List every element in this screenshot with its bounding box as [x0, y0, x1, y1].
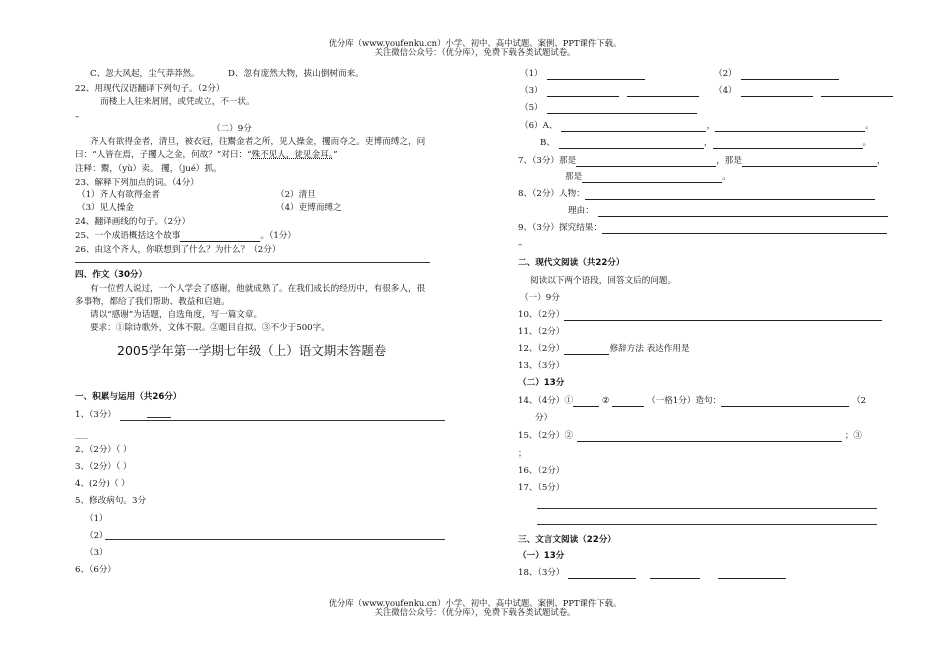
question-22: 22、用现代汉语翻译下列句子。（2分） — [75, 84, 225, 94]
answer-4: 4、(2分)（ ） — [75, 479, 130, 489]
answer-5-1: （1） — [85, 514, 108, 524]
dash-mark-3: – — [518, 240, 523, 250]
subsection-2: （二）13分 — [518, 378, 565, 388]
answer-5-2: （2） — [85, 531, 108, 541]
question-23-item-1: （1）齐人有欲得金者 — [77, 190, 160, 200]
question-17-line-1[interactable] — [537, 508, 877, 509]
question-15-cont: ； — [518, 449, 527, 459]
essay-prompt-2: 多事物，都给了我们帮助、教益和启迪。 — [75, 297, 230, 307]
answer-6: 6、（6分） — [75, 565, 117, 575]
option-d: D、忽有庞然大物，拔山倒树而来。 — [228, 69, 364, 79]
question-8-reason: 理由： — [568, 206, 888, 217]
answer-line[interactable] — [75, 262, 430, 263]
subsection-1: （一）9分 — [520, 293, 560, 303]
question-8: 8、（2分）人物： — [518, 189, 875, 200]
passage-line-2: 曰：“人皆在焉，子攫人之金，何故？”对曰：“殊不见人，徒见金耳。” — [75, 150, 338, 160]
question-14-cont: 分） — [535, 413, 553, 423]
answer-blank[interactable] — [180, 232, 260, 242]
right-item-1: （1） — [520, 69, 645, 80]
question-23-item-2: （2）清旦 — [276, 190, 316, 200]
section-4-heading: 四、作文（30分） — [75, 270, 148, 280]
question-10: 10、（2分） — [518, 310, 882, 321]
right-item-4: （4） — [714, 86, 893, 97]
question-17: 17、（5分） — [518, 483, 565, 493]
question-7-line-2: 那是 。 — [565, 172, 731, 182]
question-23-item-3: （3）见人操金 — [77, 203, 135, 213]
question-11: 11、（2分） — [518, 327, 565, 337]
subsection-3-1: （一）13分 — [518, 551, 565, 561]
answer-2: 2、（2分）（ ） — [75, 445, 132, 455]
right-item-6a: （6）A、 ， 。 — [520, 121, 874, 131]
section-2-modern-heading: 二、现代文阅读（共22分） — [518, 258, 625, 268]
answer-1-short — [147, 417, 171, 418]
question-12: 12、（2分） 修辞方法 表达作用是 — [518, 344, 690, 354]
section-1-heading: 一、积累与运用（共26分） — [75, 392, 182, 402]
essay-prompt-1: 有一位哲人说过，一个人学会了感谢，他就成熟了。在我们成长的经历中，有很多人，很 — [90, 284, 426, 294]
option-c: C、忽大风起，尘气莽莽然。 — [90, 69, 200, 79]
essay-prompt-3: 请以“感谢”为话题，自选角度，写一篇文章。 — [90, 310, 263, 320]
question-14: 14、（4分）① ② （一格1分）造句： （2 — [518, 396, 867, 406]
header-line-2: 关注微信公众号：（优分库），免费下载各类试题试卷。 — [374, 47, 576, 57]
question-13: 13、（3分） — [518, 361, 565, 371]
footer-line-1: 优分库（www.youfenku.cn）小学、初中、高中试题、案例、PPT课件下载。 — [328, 598, 622, 608]
essay-requirements: 要求：①除诗歌外，文体不限。②题目自拟。③不少于500字。 — [90, 323, 330, 333]
question-22-sentence: 而楼上人往来屑屑，或凭或立，不一状。 — [100, 97, 255, 107]
answer-5-2-line[interactable] — [105, 539, 445, 540]
header-line-1: 优分库（www.youfenku.cn）小学、初中、高中试题、案例、PPT课件下载。 — [328, 38, 622, 48]
answer-1-line[interactable] — [120, 420, 445, 421]
question-9: 9、（3分）探究结果： — [518, 223, 887, 234]
section-2-heading: （二）9分 — [212, 124, 252, 134]
dash-mark: – — [75, 112, 80, 122]
question-23-item-4: （4）吏博而缚之 — [276, 203, 342, 213]
answer-5-3: （3） — [85, 548, 108, 558]
section-3-heading: 三、文言文阅读（22分） — [518, 535, 616, 545]
section-2-directions: 阅读以下两个语段，回答文后的问题。 — [530, 276, 677, 286]
right-item-6b: B、 ， 。 — [540, 138, 872, 148]
right-item-5: （5） — [520, 103, 697, 114]
question-26: 26、由这个齐人，你联想到了什么？为什么？（2分） — [75, 245, 281, 255]
question-17-line-2[interactable] — [537, 524, 877, 525]
question-18: 18、（3分） — [518, 568, 786, 579]
question-7: 7、（3分）那是 ，那是 ， — [518, 156, 886, 166]
right-item-3: （3） — [520, 86, 699, 97]
question-16: 16、（2分） — [518, 466, 565, 476]
question-23: 23、解释下列加点的词。（4分） — [75, 178, 199, 188]
question-15: 15、（2分）② ；③ — [518, 431, 863, 441]
right-item-2: （2） — [714, 69, 839, 80]
footer-line-2: 关注微信公众号：（优分库），免费下载各类试题试卷。 — [374, 607, 576, 617]
answer-1: 1、（3分） — [75, 410, 117, 420]
answer-5: 5、修改病句。3分 — [75, 496, 147, 506]
passage-note: 注释：鬻，（yù）卖。 攫，（jué）抓。 — [75, 164, 222, 174]
question-24: 24、翻译画线的句子。（2分） — [75, 217, 191, 227]
answer-3: 3、（2分）（ ） — [75, 462, 132, 472]
passage-line-1: 齐人有欲得金者，清旦，被衣冠，往鬻金者之所，见人操金，攫而夺之。吏博而缚之，问 — [90, 137, 426, 147]
dash-mark-2: ___ — [75, 430, 88, 440]
underlined-sentence: 殊不见人，徒见金耳。 — [251, 150, 334, 160]
answer-sheet-title: 2005学年第一学期七年级（上）语文期末答题卷 — [117, 343, 387, 358]
question-25: 25、一个成语概括这个故事 。（1分） — [75, 231, 297, 241]
